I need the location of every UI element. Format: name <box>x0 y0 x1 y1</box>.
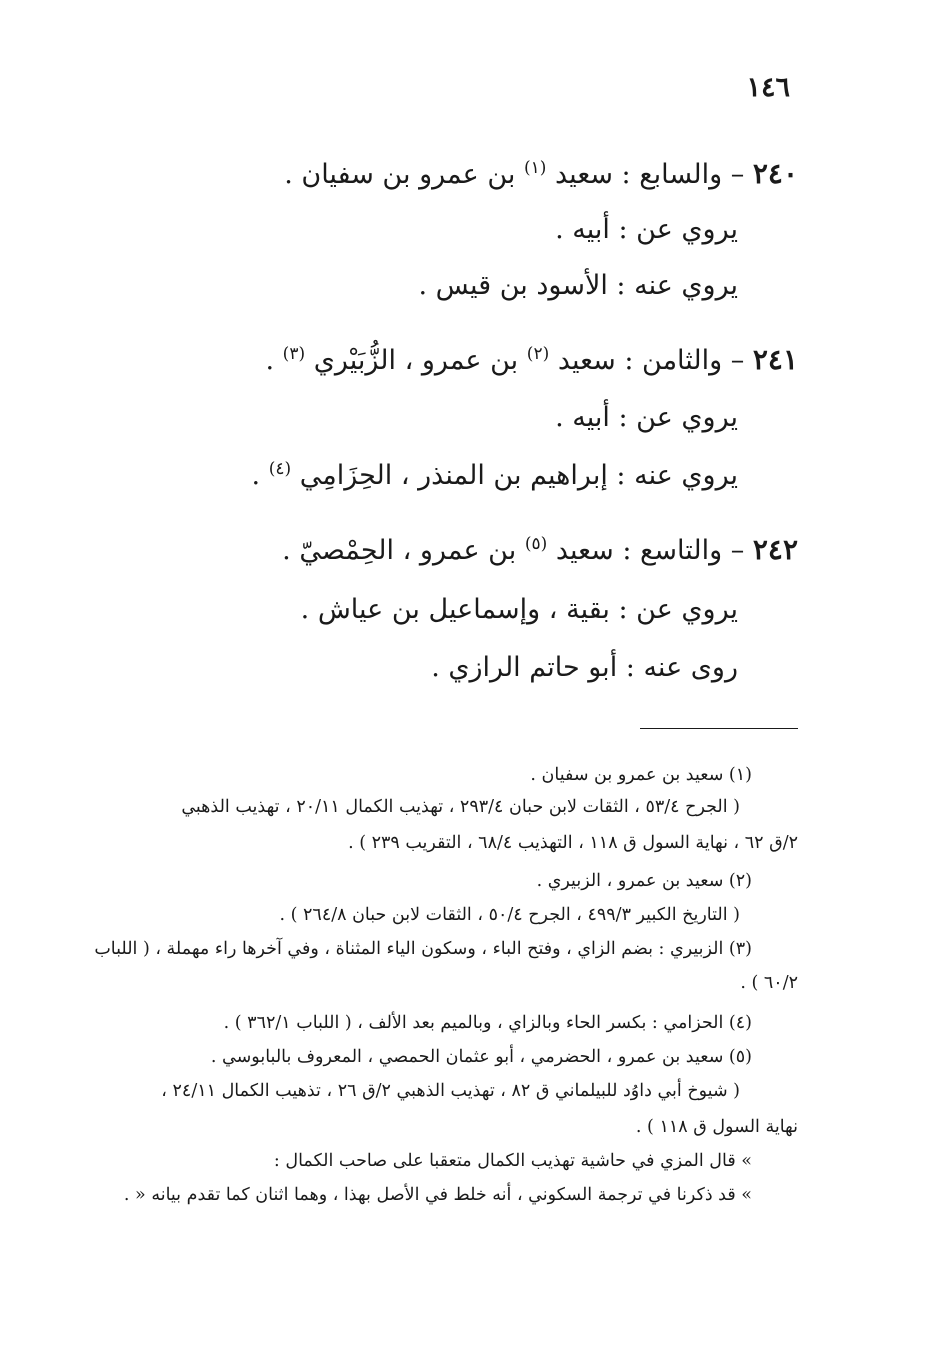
entry-240-narrates-from: يروي عن : أبيه . <box>555 214 738 245</box>
footnote-divider <box>640 728 798 729</box>
footnote-ref: (٥) <box>524 534 548 554</box>
footnote-1-sources-cont: ٢/ق ٦٢ ، نهاية السول ق ١١٨ ، التهذيب ٦٨/٤ ، التقريب ٢٣٩ ) . <box>348 833 798 853</box>
entry-242-narrates-from: يروي عن : بقية ، وإسماعيل بن عياش . <box>300 594 738 625</box>
footnote-quote-intro: » قال المزي في حاشية تهذيب الكمال متعقبا على صاحب الكمال : <box>273 1151 752 1171</box>
footnote-ref: (٢) <box>526 344 550 364</box>
entry-241-narrates-from: يروي عن : أبيه . <box>555 402 738 433</box>
entry-number: ٢٤٢ <box>752 533 798 566</box>
footnote-4: (٤) الحزامي : بكسر الحاء وبالزاي ، وبالميم بعد الألف ، ( اللباب ٣٦٢/١ ) . <box>223 1013 752 1033</box>
footnote-3-cont: ٦٠/٢ ) . <box>740 973 798 993</box>
entry-241-heading <box>265 340 798 381</box>
line-text: . <box>251 460 261 491</box>
entry-242-heading <box>282 530 798 571</box>
entry-240-narrated-by: يروي عنه : الأسود بن قيس . <box>418 270 738 301</box>
footnote-3: (٣) الزبيري : بضم الزاي ، وفتح الباء ، وسكون الياء المثناة ، وفي آخرها راء مهملة ، ( اللباب <box>94 939 752 959</box>
entry-heading-text: . <box>265 345 275 376</box>
entry-heading-text: بن عمرو ، الزُّبَيْري <box>313 345 519 376</box>
footnote-ref: (٣) <box>282 344 306 364</box>
entry-number: ٢٤٠ <box>752 157 798 190</box>
entry-heading-text: – والثامن : سعيد <box>557 345 745 376</box>
page-number: ١٤٦ <box>746 72 790 103</box>
entry-heading-text: بن عمرو بن سفيان . <box>284 159 516 190</box>
entry-241-narrated-by <box>252 456 738 496</box>
entry-240-heading <box>284 154 798 195</box>
footnote-5-sources-cont: نهاية السول ق ١١٨ ) . <box>635 1117 798 1137</box>
entry-heading-text: – والسابع : سعيد <box>555 159 745 190</box>
footnote-2-sources: ( التاريخ الكبير ٤٩٩/٣ ، الجرح ٥٠/٤ ، الثقات لابن حبان ٢٦٤/٨ ) . <box>279 905 740 925</box>
footnote-1: (١) سعيد بن عمرو بن سفيان . <box>530 765 752 785</box>
line-text: يروي عنه : إبراهيم بن المنذر ، الحِزَامِي <box>299 460 738 491</box>
entry-heading-text: – والتاسع : سعيد <box>555 535 745 566</box>
footnote-5: (٥) سعيد بن عمرو ، الحضرمي ، أبو عثمان الحمصي ، المعروف بالبابوسي . <box>210 1047 752 1067</box>
entry-number: ٢٤١ <box>752 343 798 376</box>
footnote-1-sources: ( الجرح ٥٣/٤ ، الثقات لابن حبان ٢٩٣/٤ ، تهذيب الكمال ٢٠/١١ ، تهذيب الذهبي <box>181 797 740 817</box>
footnote-ref: (١) <box>523 158 547 178</box>
footnote-5-sources: ( شيوخ أبي داوُد للبيلماني ق ٨٢ ، تهذيب الذهبي ٢/ق ٢٦ ، تذهيب الكمال ٢٤/١١ ، <box>161 1081 740 1101</box>
footnote-ref: (٤) <box>268 459 292 479</box>
entry-242-narrated-by: روى عنه : أبو حاتم الرازي . <box>431 652 738 683</box>
entry-heading-text: بن عمرو ، الحِمْصيّ . <box>282 535 517 566</box>
footnote-2: (٢) سعيد بن عمرو ، الزبيري . <box>536 871 752 891</box>
footnote-quote: » قد ذكرنا في ترجمة السكوني ، أنه خلط في الأصل بهذا ، وهما اثنان كما تقدم بيانه « . <box>123 1185 752 1205</box>
